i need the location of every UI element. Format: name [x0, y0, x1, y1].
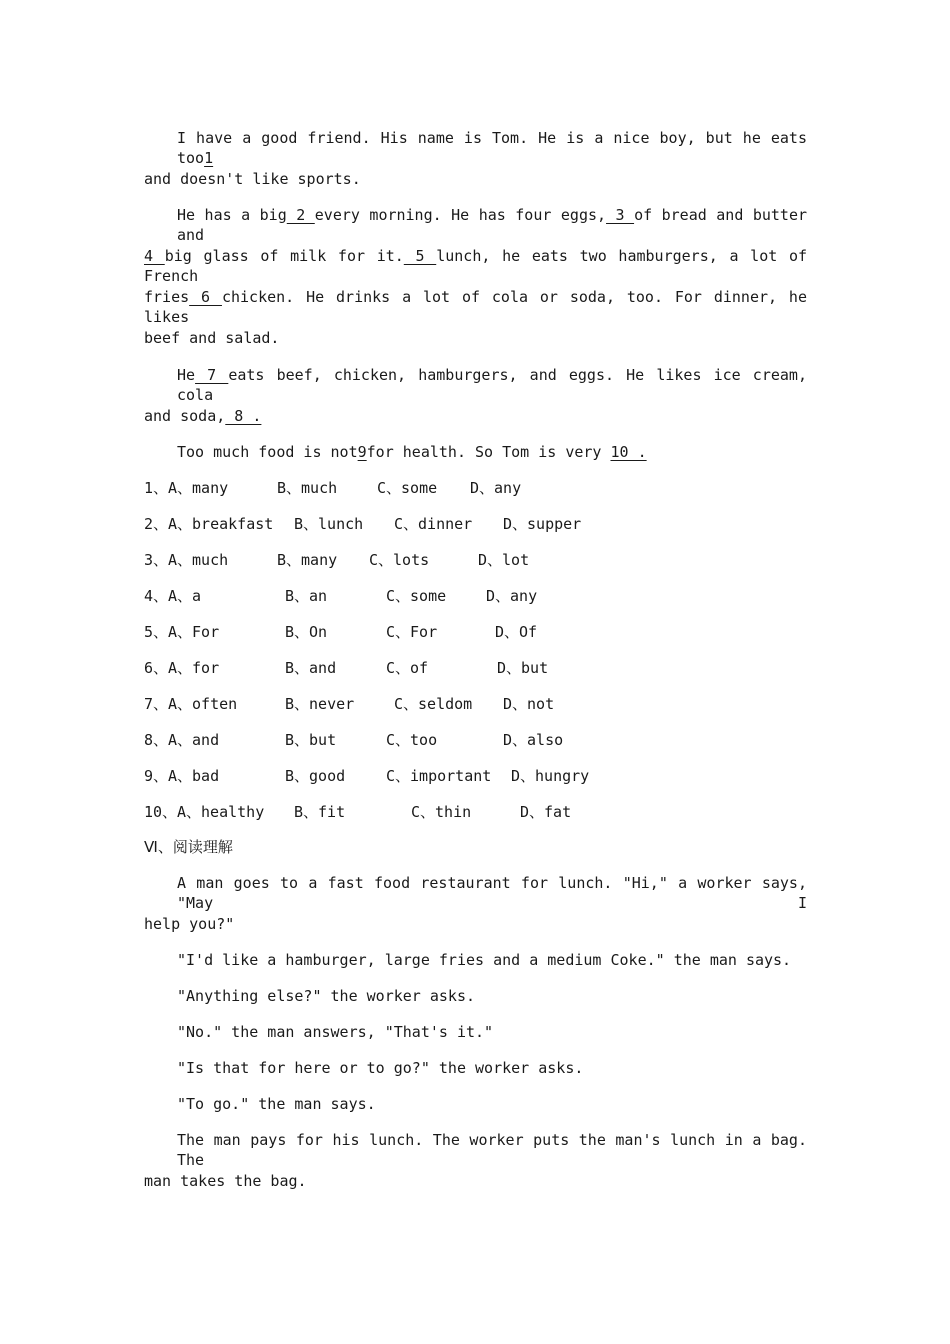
reading-line: "Anything else?" the worker asks. [177, 987, 476, 1005]
option-c: C、lots [369, 551, 430, 569]
option-d: D、fat [520, 803, 572, 821]
passage-text: chicken. He drinks a lot of cola or soda, too. For dinner, he likes [144, 288, 807, 326]
blank-8: 8 . [225, 407, 262, 425]
question-number: 3、 [144, 551, 169, 569]
question-row [0, 694, 950, 714]
option-b: B、an [285, 587, 328, 605]
option-c: C、seldom [394, 695, 473, 713]
option-c: C、important [386, 767, 492, 785]
option-d: D、lot [478, 551, 530, 569]
blank-6: 6 [189, 288, 222, 306]
passage-text: He [177, 366, 196, 384]
passage-text: I have a good friend. His name is Tom. He is a nice boy, but he eats too [177, 129, 807, 167]
passage-p2-line3 [144, 287, 807, 327]
blank-7: 7 [195, 366, 229, 384]
option-c: C、For [386, 623, 438, 641]
option-b: B、much [277, 479, 338, 497]
blank-1: 1 [204, 149, 214, 167]
option-a: A、bad [168, 767, 220, 785]
question-row [0, 802, 950, 822]
option-c: C、dinner [394, 515, 473, 533]
passage-text: He has a big [177, 206, 287, 224]
option-b: B、good [285, 767, 346, 785]
question-number: 4、 [144, 587, 169, 605]
passage-p1-line1 [177, 128, 807, 168]
passage-p4-line1 [177, 442, 807, 462]
option-a: A、and [168, 731, 220, 749]
option-b: B、lunch [294, 515, 364, 533]
option-d: D、supper [503, 515, 582, 533]
option-a: A、often [168, 695, 238, 713]
option-a: A、a [168, 587, 202, 605]
option-b: B、many [277, 551, 338, 569]
reading-line: man takes the bag. [144, 1172, 307, 1190]
blank-4: 4 [144, 247, 165, 265]
reading-line: "No." the man answers, "That's it." [177, 1023, 494, 1041]
option-a: A、for [168, 659, 220, 677]
option-d: D、not [503, 695, 555, 713]
passage-text: eats beef, chicken, hamburgers, and eggs. He likes ice cream, cola [177, 366, 807, 404]
option-c: C、some [377, 479, 438, 497]
option-d: D、Of [495, 623, 538, 641]
reading-line: help you?" [144, 915, 235, 933]
passage-p2-line2 [144, 246, 807, 286]
passage-text: lunch, he eats two hamburgers, a lot of French [144, 247, 808, 285]
question-number: 5、 [144, 623, 169, 641]
passage-p2-line1 [177, 205, 807, 245]
option-b: B、never [285, 695, 355, 713]
question-row [0, 550, 950, 570]
question-row [0, 658, 950, 678]
question-row [0, 766, 950, 786]
passage-text: beef and salad. [144, 329, 280, 347]
passage-text: fries [144, 288, 190, 306]
blank-10: 10 . [610, 443, 647, 461]
option-a: A、many [168, 479, 229, 497]
option-b: B、but [285, 731, 337, 749]
passage-p3-line1 [177, 365, 807, 405]
passage-text: and soda, [144, 407, 226, 425]
blank-3: 3 [606, 206, 635, 224]
option-d: D、any [470, 479, 522, 497]
passage-text: of bread and butter and [177, 206, 808, 244]
passage-text: and doesn't like sports. [144, 170, 361, 188]
option-a: A、breakfast [168, 515, 274, 533]
question-number: 10、 [144, 803, 178, 821]
option-c: C、too [386, 731, 438, 749]
option-c: C、thin [411, 803, 472, 821]
option-a: A、much [168, 551, 229, 569]
reading-line: "To go." the man says. [177, 1095, 376, 1113]
blank-5: 5 [403, 247, 437, 265]
reading-line: The man pays for his lunch. The worker puts the man's lunch in a bag. The [177, 1131, 807, 1169]
option-c: C、of [386, 659, 429, 677]
passage-p1-line2 [144, 169, 807, 189]
question-number: 6、 [144, 659, 169, 677]
blank-2: 2 [286, 206, 315, 224]
passage-text: Too much food is not [177, 443, 358, 461]
option-b: B、fit [294, 803, 346, 821]
passage-p2-line4 [144, 328, 807, 348]
question-row [0, 730, 950, 750]
question-row [0, 622, 950, 642]
option-b: B、and [285, 659, 337, 677]
question-number: 7、 [144, 695, 169, 713]
option-d: D、hungry [511, 767, 590, 785]
passage-text: for health. So Tom is very [366, 443, 602, 461]
reading-line: "Is that for here or to go?" the worker asks. [177, 1059, 584, 1077]
passage-p3-line2 [144, 406, 807, 426]
question-row [0, 514, 950, 534]
question-number: 8、 [144, 731, 169, 749]
option-d: D、but [497, 659, 549, 677]
question-row [0, 478, 950, 498]
question-number: 1、 [144, 479, 169, 497]
option-d: D、also [503, 731, 564, 749]
question-row [0, 586, 950, 606]
option-a: A、healthy [177, 803, 265, 821]
question-number: 2、 [144, 515, 169, 533]
reading-line: "I'd like a hamburger, large fries and a medium Coke." the man says. [177, 951, 792, 969]
option-c: C、some [386, 587, 447, 605]
option-a: A、For [168, 623, 220, 641]
section-heading: Ⅵ、阅读理解 [144, 838, 233, 856]
blank-9: 9 [357, 443, 367, 461]
reading-line: A man goes to a fast food restaurant for lunch. "Hi," a worker says, "May I [177, 874, 807, 912]
option-d: D、any [486, 587, 538, 605]
passage-text: big glass of milk for it. [164, 247, 404, 265]
question-number: 9、 [144, 767, 169, 785]
passage-text: every morning. He has four eggs, [314, 206, 607, 224]
option-b: B、On [285, 623, 328, 641]
